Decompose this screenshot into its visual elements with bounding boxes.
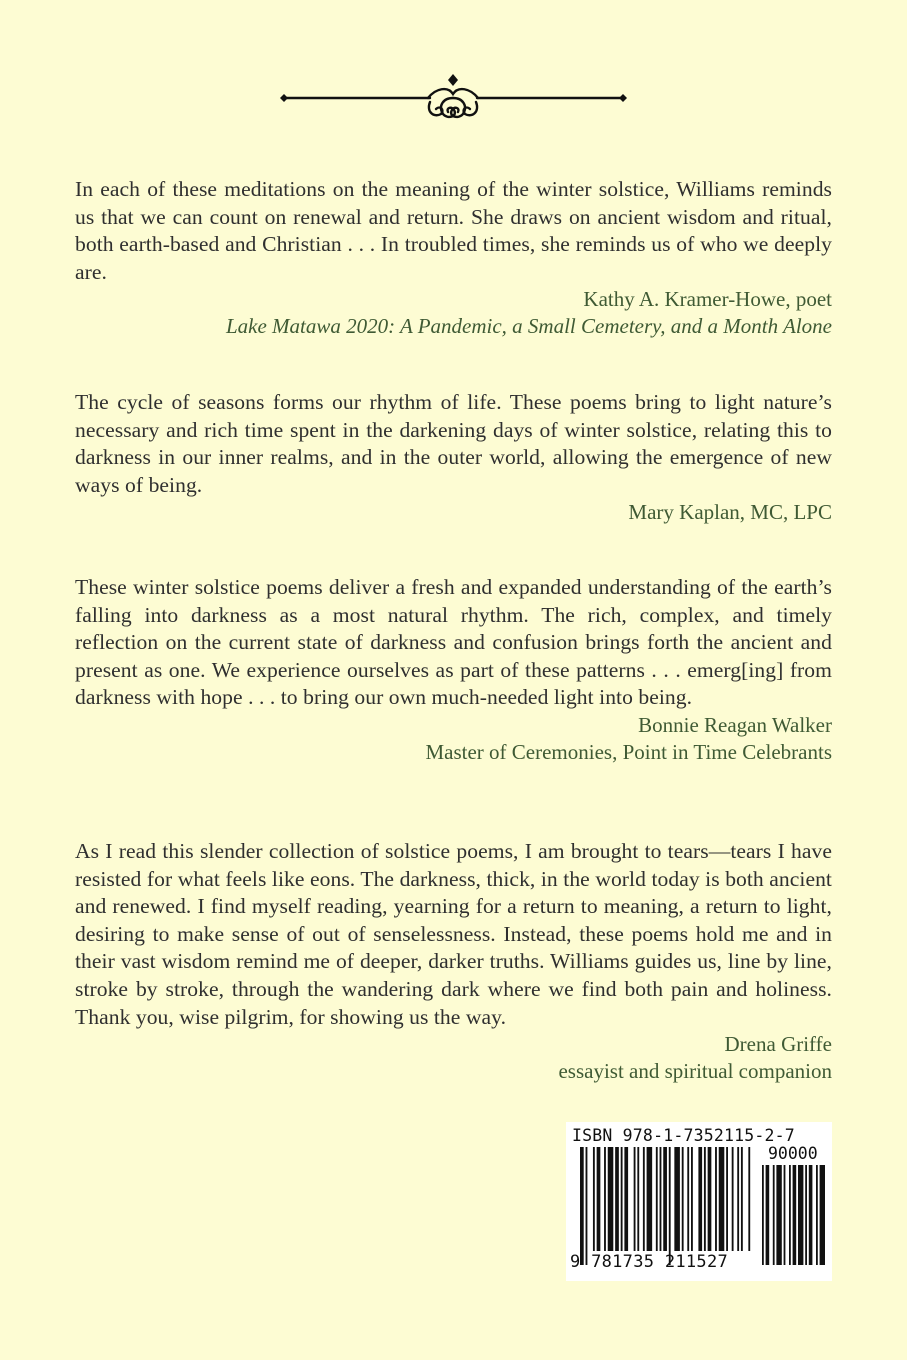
- blurb-text: These winter solstice poems deliver a fresh and expanded understanding of the earth’s falling into darkness as a most natural rhythm. The rich, complex, and timely reflection on the current state of darkness and confusion brings forth the ancient and present as one. We experience ourselves as part of these patterns . . . emerg[ing] from darkness with hope . . . to bring our own much-needed light into being.: [75, 575, 832, 710]
- ean-digits: 9 781735 211527: [570, 1252, 729, 1272]
- blurb-text: In each of these meditations on the meaning of the winter solstice, Williams reminds us that we can count on renewal and return. She draws on ancient wisdom and ritual, both earth-based and Christian . . . In troubled times, she reminds us of who we deeply are.: [75, 177, 832, 284]
- attribution-name: Kathy A. Kramer-Howe, poet: [583, 287, 832, 312]
- attribution-title: essayist and spiritual companion: [558, 1059, 832, 1084]
- attribution-title: Master of Ceremonies, Point in Time Celebrants: [425, 739, 832, 764]
- isbn-label: ISBN 978-1-7352115-2-7: [572, 1126, 795, 1145]
- attribution-book-title: Lake Matawa 2020: A Pandemic, a Small Cemetery, and a Month Alone: [225, 314, 832, 339]
- price-code: 90000: [768, 1144, 818, 1163]
- attribution-name: Drena Griffe: [724, 1032, 832, 1057]
- blurb-griffe: [75, 838, 832, 1085]
- blurb-kaplan: [75, 389, 832, 526]
- blurb-walker: [75, 574, 832, 766]
- blurb-text: As I read this slender collection of solstice poems, I am brought to tears—tears I have resisted for what feels like eons. The darkness, thick, in the world today is both ancient and renewed. I find myself reading, yearning for a return to meaning, a return to light, desiring to make sense of out of senselessness. Instead, these poems hold me and in their vast wisdom remind me of deeper, darker truths. Williams guides us, line by line, stroke by stroke, through the wandering dark where we find both pain and holiness. Thank you, wise pilgrim, for showing us the way.: [75, 839, 832, 1029]
- blurb-kramer-howe: [75, 176, 832, 340]
- scroll-ornament-icon: [278, 70, 629, 126]
- attribution-name: Bonnie Reagan Walker: [638, 712, 832, 737]
- blurb-text: The cycle of seasons forms our rhythm of life. These poems bring to light nature’s necessary and rich time spent in the darkening days of winter solstice, relating this to darkness in our inner realms, and in the outer world, allowing the emergence of new ways of being.: [75, 390, 832, 497]
- attribution-name: Mary Kaplan, MC, LPC: [628, 500, 832, 525]
- isbn-barcode: [566, 1122, 832, 1281]
